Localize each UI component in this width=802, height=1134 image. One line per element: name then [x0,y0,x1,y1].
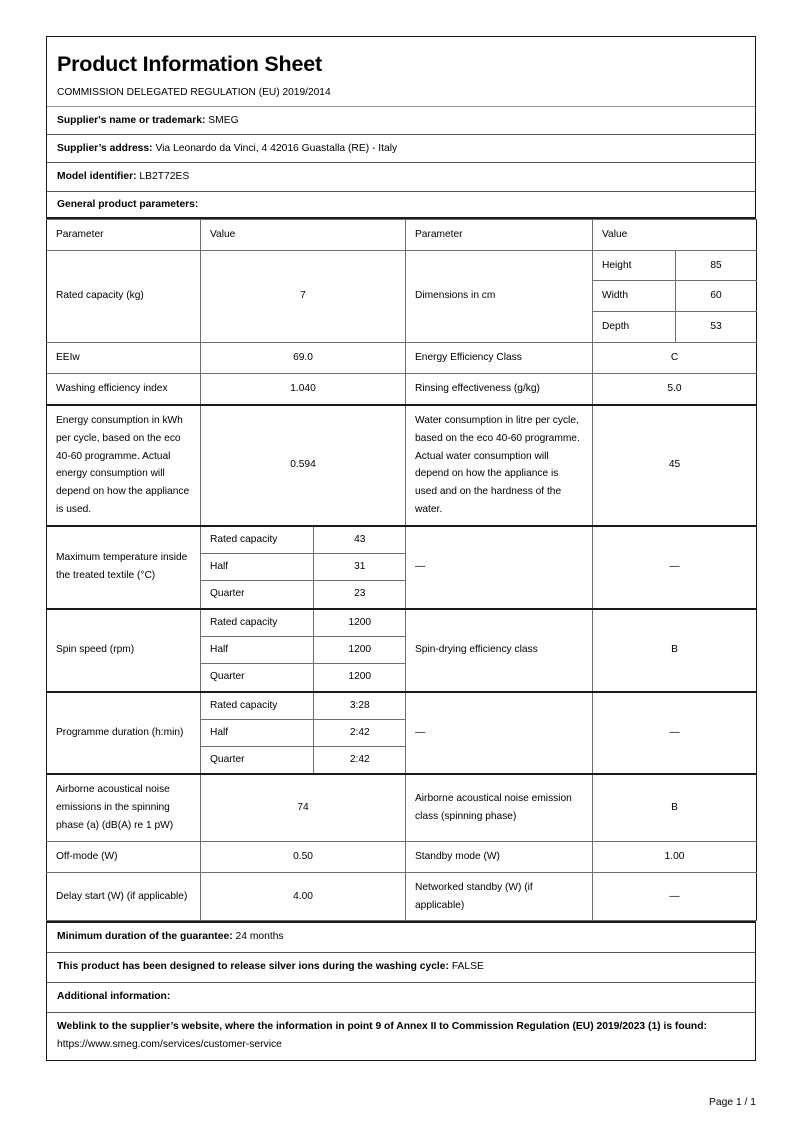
duration-quarter-label: Quarter [201,747,313,774]
table-row [47,373,757,404]
duration-rated-value: 3:28 [313,693,406,720]
table-row [201,747,406,774]
table-row [201,719,406,746]
table-row [201,554,406,581]
noise-class-label: Airborne acoustical noise emission class (spinning phase) [406,774,593,841]
eeiw-label: EEIw [47,343,201,374]
programme-duration-label: Programme duration (h:min) [47,692,201,775]
max-temperature-subtable [201,527,406,608]
table-row [201,664,406,691]
header-parameter-left: Parameter [47,219,201,250]
duration-half-label: Half [201,719,313,746]
supplier-name-row [47,107,755,135]
spin-speed-label: Spin speed (rpm) [47,609,201,692]
silver-ions-row [47,953,755,983]
model-identifier-value: LB2T72ES [139,171,190,183]
delay-start-value: 4.00 [201,872,406,921]
dimensions-label: Dimensions in cm [406,250,593,343]
dimension-depth-value: 53 [676,312,757,343]
noise-class-value: B [593,774,757,841]
eeiw-value: 69.0 [201,343,406,374]
spin-speed-subtable [201,610,406,691]
product-information-sheet [46,36,756,1061]
header-value-right: Value [593,219,757,250]
table-row [47,692,757,775]
max-temp-half-value: 31 [313,554,406,581]
water-consumption-value: 45 [593,405,757,526]
general-parameters-heading: General product parameters: [47,192,755,219]
table-row [201,527,406,554]
networked-standby-value: — [593,872,757,921]
supplier-address-row [47,135,755,163]
rinsing-effectiveness-label: Rinsing effectiveness (g/kg) [406,373,593,404]
max-temperature-breakdown [201,526,406,609]
regulation-reference: COMMISSION DELEGATED REGULATION (EU) 2019/2014 [47,83,755,107]
max-temp-rated-value: 43 [313,527,406,554]
dimension-height-value: 85 [676,250,757,281]
header-parameter-right: Parameter [406,219,593,250]
supplier-address-label: Supplier’s address: [57,143,153,155]
table-row [201,693,406,720]
spin-speed-breakdown [201,609,406,692]
table-row [47,405,757,526]
rated-capacity-value: 7 [201,250,406,343]
max-temperature-right-value: — [593,526,757,609]
supplier-address-value: Via Leonardo da Vinci, 4 42016 Guastalla (RE) - Italy [155,143,398,155]
washing-efficiency-value: 1.040 [201,373,406,404]
rinsing-effectiveness-value: 5.0 [593,373,757,404]
programme-duration-right-value: — [593,692,757,775]
noise-emissions-value: 74 [201,774,406,841]
table-row [47,774,757,841]
max-temp-quarter-label: Quarter [201,581,313,608]
max-temp-quarter-value: 23 [313,581,406,608]
max-temp-rated-label: Rated capacity [201,527,313,554]
noise-emissions-label: Airborne acoustical noise emissions in the spinning phase (a) (dB(A) re 1 pW) [47,774,201,841]
water-consumption-label: Water consumption in litre per cycle, based on the eco 40-60 programme. Actual water consumption will depend on how the appliance is used and on the hardness of the water. [406,405,593,526]
table-row [201,637,406,664]
max-temp-half-label: Half [201,554,313,581]
washing-efficiency-label: Washing efficiency index [47,373,201,404]
spin-speed-quarter-value: 1200 [313,664,406,691]
table-row [47,841,757,872]
standby-mode-value: 1.00 [593,841,757,872]
dimension-depth-label: Depth [593,312,676,343]
dimension-height-label: Height [593,250,676,281]
silver-ions-label: This product has been designed to release silver ions during the washing cycle: [57,961,449,973]
guarantee-value: 24 months [235,931,284,943]
spin-speed-rated-value: 1200 [313,610,406,637]
spin-speed-half-label: Half [201,637,313,664]
additional-information-row [47,983,755,1013]
energy-consumption-value: 0.594 [201,405,406,526]
table-row [47,526,757,609]
duration-rated-label: Rated capacity [201,693,313,720]
spin-speed-quarter-label: Quarter [201,664,313,691]
dimension-width-value: 60 [676,281,757,312]
document-footer-frame [46,921,756,1061]
model-identifier-label: Model identifier: [57,171,137,183]
supplier-website-link[interactable]: https://www.smeg.com/services/customer-service [57,1039,282,1051]
weblink-label: Weblink to the supplier’s website, where the information in point 9 of Annex II to Commission Regulation (EU) 2019/2023 (1) is found: [57,1021,707,1033]
table-row [201,581,406,608]
energy-efficiency-class-value: C [593,343,757,374]
table-row [47,250,757,281]
table-row [201,610,406,637]
weblink-row [47,1013,755,1060]
spin-drying-class-value: B [593,609,757,692]
table-row [47,872,757,921]
guarantee-row [47,921,755,953]
page-title: Product Information Sheet [57,52,322,76]
title-cell [47,37,755,83]
rated-capacity-label: Rated capacity (kg) [47,250,201,343]
duration-half-value: 2:42 [313,719,406,746]
page-number: Page 1 / 1 [709,1097,756,1108]
energy-efficiency-class-label: Energy Efficiency Class [406,343,593,374]
table-header-row [47,219,757,250]
model-identifier-row [47,163,755,191]
spin-speed-rated-label: Rated capacity [201,610,313,637]
off-mode-value: 0.50 [201,841,406,872]
programme-duration-breakdown [201,692,406,775]
guarantee-label: Minimum duration of the guarantee: [57,931,233,943]
additional-information-label: Additional information: [57,991,171,1003]
silver-ions-value: FALSE [451,961,484,973]
duration-quarter-value: 2:42 [313,747,406,774]
general-parameters-table [46,219,757,922]
max-temperature-label: Maximum temperature inside the treated textile (°C) [47,526,201,609]
table-row [47,609,757,692]
dimension-width-label: Width [593,281,676,312]
networked-standby-label: Networked standby (W) (if applicable) [406,872,593,921]
document-header-frame [46,36,756,219]
off-mode-label: Off-mode (W) [47,841,201,872]
programme-duration-subtable [201,693,406,774]
programme-duration-right-label: — [406,692,593,775]
delay-start-label: Delay start (W) (if applicable) [47,872,201,921]
spin-drying-class-label: Spin-drying efficiency class [406,609,593,692]
supplier-name-value: SMEG [208,114,239,126]
energy-consumption-label: Energy consumption in kWh per cycle, based on the eco 40-60 programme. Actual energy consumption will depend on how the appliance is used. [47,405,201,526]
spin-speed-half-value: 1200 [313,637,406,664]
standby-mode-label: Standby mode (W) [406,841,593,872]
supplier-name-label: Supplier's name or trademark: [57,114,206,126]
table-row [47,343,757,374]
max-temperature-right-label: — [406,526,593,609]
header-value-left: Value [201,219,406,250]
